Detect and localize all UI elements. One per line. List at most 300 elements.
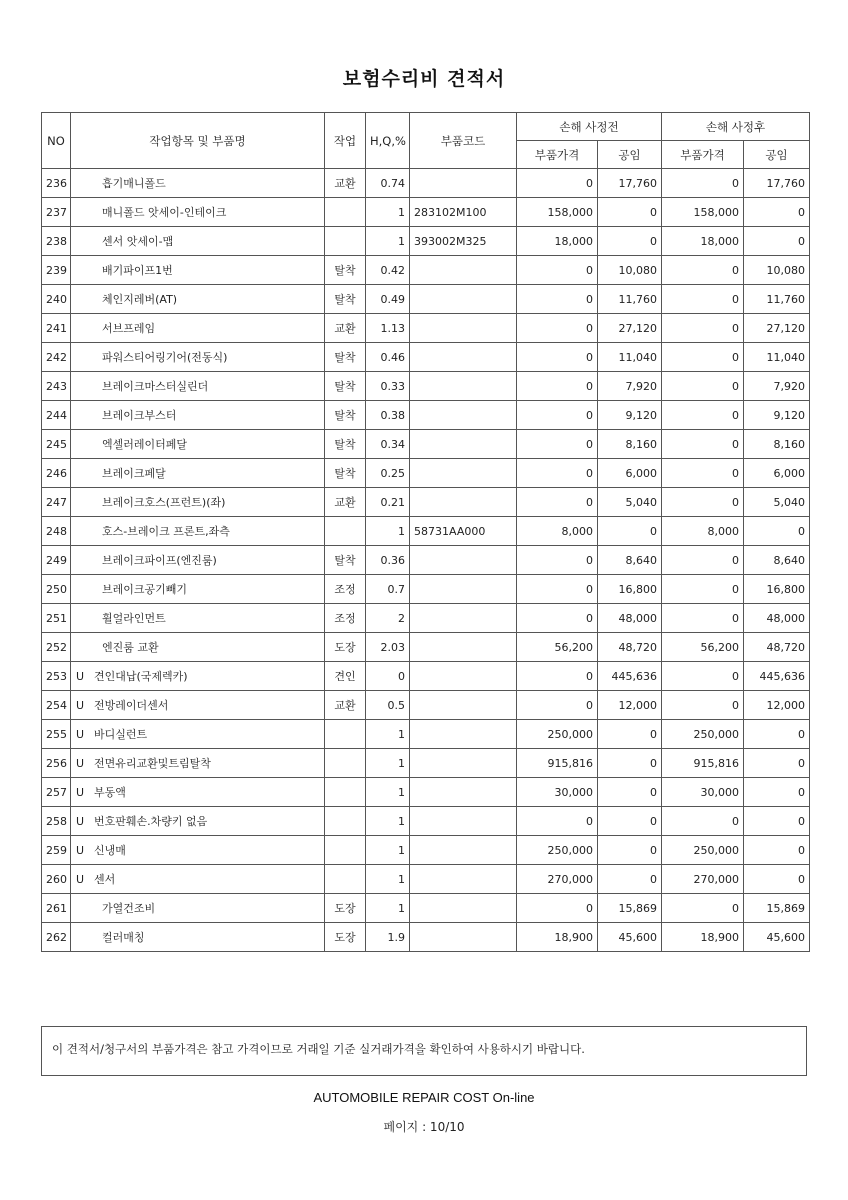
table-row xyxy=(42,836,810,865)
header-work: 작업 xyxy=(325,113,366,169)
table-row xyxy=(42,488,810,517)
after-parts-price: 915,816 xyxy=(662,749,744,778)
hq-value: 1 xyxy=(366,894,410,923)
work-type xyxy=(325,227,366,256)
before-parts-price: 0 xyxy=(517,256,598,285)
work-type xyxy=(325,778,366,807)
table-row xyxy=(42,894,810,923)
part-code xyxy=(410,865,517,894)
work-type xyxy=(325,517,366,546)
item-name: 신냉매 xyxy=(94,844,126,857)
after-parts-price: 18,900 xyxy=(662,923,744,952)
row-number: 254 xyxy=(42,691,71,720)
work-type xyxy=(325,749,366,778)
after-labor: 10,080 xyxy=(744,256,810,285)
item-name: 부동액 xyxy=(94,786,126,799)
after-labor: 0 xyxy=(744,720,810,749)
header-part-code: 부품코드 xyxy=(410,113,517,169)
before-labor: 8,160 xyxy=(598,430,662,459)
estimate-rows xyxy=(42,169,810,952)
before-parts-price: 270,000 xyxy=(517,865,598,894)
item-name: 센서 앗세이-맵 xyxy=(102,235,174,248)
item-name-cell xyxy=(71,198,325,227)
after-parts-price: 0 xyxy=(662,401,744,430)
item-name: 엔진룸 교환 xyxy=(102,641,159,654)
work-type: 조정 xyxy=(325,604,366,633)
part-code xyxy=(410,372,517,401)
after-labor: 15,869 xyxy=(744,894,810,923)
before-parts-price: 250,000 xyxy=(517,720,598,749)
table-row xyxy=(42,517,810,546)
table-row xyxy=(42,778,810,807)
after-parts-price: 158,000 xyxy=(662,198,744,227)
row-number: 259 xyxy=(42,836,71,865)
after-labor: 6,000 xyxy=(744,459,810,488)
before-parts-price: 56,200 xyxy=(517,633,598,662)
table-row xyxy=(42,401,810,430)
user-added-flag: U xyxy=(76,815,85,828)
row-number: 241 xyxy=(42,314,71,343)
item-name-cell xyxy=(71,314,325,343)
after-parts-price: 0 xyxy=(662,285,744,314)
table-row xyxy=(42,314,810,343)
work-type: 탈착 xyxy=(325,256,366,285)
item-name-cell xyxy=(71,575,325,604)
hq-value: 0.74 xyxy=(366,169,410,198)
table-row xyxy=(42,662,810,691)
work-type: 탈착 xyxy=(325,285,366,314)
part-code xyxy=(410,633,517,662)
table-row xyxy=(42,430,810,459)
after-labor: 445,636 xyxy=(744,662,810,691)
item-name: 전방레이더센서 xyxy=(94,699,169,712)
item-name-cell xyxy=(71,778,325,807)
part-code xyxy=(410,343,517,372)
table-row xyxy=(42,546,810,575)
item-name-cell xyxy=(71,169,325,198)
part-code xyxy=(410,430,517,459)
work-type: 견인 xyxy=(325,662,366,691)
item-name-cell xyxy=(71,517,325,546)
work-type: 탈착 xyxy=(325,430,366,459)
hq-value: 0.21 xyxy=(366,488,410,517)
row-number: 253 xyxy=(42,662,71,691)
work-type: 탈착 xyxy=(325,343,366,372)
before-labor: 0 xyxy=(598,807,662,836)
after-parts-price: 0 xyxy=(662,575,744,604)
estimate-table xyxy=(41,112,810,952)
after-parts-price: 0 xyxy=(662,372,744,401)
item-name-cell xyxy=(71,691,325,720)
table-row xyxy=(42,343,810,372)
item-name-cell xyxy=(71,430,325,459)
user-added-flag: U xyxy=(76,844,85,857)
before-parts-price: 0 xyxy=(517,169,598,198)
hq-value: 0.42 xyxy=(366,256,410,285)
item-name: 엑셀러레이터페달 xyxy=(102,438,188,451)
after-parts-price: 30,000 xyxy=(662,778,744,807)
row-number: 256 xyxy=(42,749,71,778)
item-name-cell xyxy=(71,720,325,749)
after-labor: 8,160 xyxy=(744,430,810,459)
hq-value: 1 xyxy=(366,227,410,256)
item-name: 컬러매칭 xyxy=(102,931,145,944)
hq-value: 0.33 xyxy=(366,372,410,401)
table-row xyxy=(42,749,810,778)
before-labor: 11,760 xyxy=(598,285,662,314)
hq-value: 0 xyxy=(366,662,410,691)
work-type xyxy=(325,807,366,836)
part-code xyxy=(410,807,517,836)
after-labor: 0 xyxy=(744,517,810,546)
before-labor: 0 xyxy=(598,836,662,865)
user-added-flag: U xyxy=(76,728,85,741)
before-parts-price: 915,816 xyxy=(517,749,598,778)
before-labor: 0 xyxy=(598,227,662,256)
item-name: 파워스티어링기어(전동식) xyxy=(102,351,228,364)
part-code xyxy=(410,575,517,604)
work-type xyxy=(325,720,366,749)
hq-value: 0.34 xyxy=(366,430,410,459)
item-name: 배기파이프1번 xyxy=(102,264,173,277)
item-name-cell xyxy=(71,459,325,488)
after-parts-price: 8,000 xyxy=(662,517,744,546)
work-type xyxy=(325,865,366,894)
work-type: 탈착 xyxy=(325,459,366,488)
hq-value: 0.46 xyxy=(366,343,410,372)
item-name: 서브프레임 xyxy=(102,322,156,335)
before-labor: 7,920 xyxy=(598,372,662,401)
before-labor: 0 xyxy=(598,865,662,894)
before-labor: 445,636 xyxy=(598,662,662,691)
part-code: 58731AA000 xyxy=(410,517,517,546)
item-name-cell xyxy=(71,343,325,372)
work-type xyxy=(325,836,366,865)
item-name: 브레이크부스터 xyxy=(102,409,177,422)
part-code xyxy=(410,488,517,517)
before-labor: 0 xyxy=(598,198,662,227)
after-labor: 0 xyxy=(744,778,810,807)
after-labor: 48,000 xyxy=(744,604,810,633)
user-added-flag: U xyxy=(76,670,85,683)
part-code: 283102M100 xyxy=(410,198,517,227)
work-type: 탈착 xyxy=(325,372,366,401)
after-labor: 0 xyxy=(744,865,810,894)
work-type: 교환 xyxy=(325,691,366,720)
hq-value: 1 xyxy=(366,517,410,546)
row-number: 260 xyxy=(42,865,71,894)
table-row xyxy=(42,459,810,488)
part-code xyxy=(410,459,517,488)
after-parts-price: 18,000 xyxy=(662,227,744,256)
row-number: 239 xyxy=(42,256,71,285)
after-parts-price: 250,000 xyxy=(662,720,744,749)
item-name: 호스-브레이크 프론트,좌측 xyxy=(102,525,230,538)
item-name-cell xyxy=(71,894,325,923)
part-code xyxy=(410,604,517,633)
row-number: 255 xyxy=(42,720,71,749)
part-code xyxy=(410,720,517,749)
before-labor: 9,120 xyxy=(598,401,662,430)
hq-value: 0.38 xyxy=(366,401,410,430)
work-type: 탈착 xyxy=(325,546,366,575)
after-labor: 5,040 xyxy=(744,488,810,517)
part-code xyxy=(410,923,517,952)
before-parts-price: 158,000 xyxy=(517,198,598,227)
after-parts-price: 0 xyxy=(662,256,744,285)
item-name-cell xyxy=(71,285,325,314)
after-labor: 0 xyxy=(744,807,810,836)
after-parts-price: 0 xyxy=(662,807,744,836)
before-parts-price: 0 xyxy=(517,546,598,575)
hq-value: 0.36 xyxy=(366,546,410,575)
part-code: 393002M325 xyxy=(410,227,517,256)
part-code xyxy=(410,401,517,430)
after-parts-price: 0 xyxy=(662,894,744,923)
user-added-flag: U xyxy=(76,699,85,712)
row-number: 257 xyxy=(42,778,71,807)
table-row xyxy=(42,807,810,836)
before-labor: 8,640 xyxy=(598,546,662,575)
hq-value: 2 xyxy=(366,604,410,633)
table-row xyxy=(42,285,810,314)
part-code xyxy=(410,778,517,807)
before-parts-price: 8,000 xyxy=(517,517,598,546)
header-before-parts-price: 부품가격 xyxy=(517,141,598,169)
row-number: 240 xyxy=(42,285,71,314)
row-number: 237 xyxy=(42,198,71,227)
item-name-cell xyxy=(71,604,325,633)
item-name: 번호판훼손.차량키 없음 xyxy=(94,815,208,828)
row-number: 250 xyxy=(42,575,71,604)
after-labor: 48,720 xyxy=(744,633,810,662)
before-labor: 16,800 xyxy=(598,575,662,604)
work-type: 교환 xyxy=(325,169,366,198)
header-after-labor: 공임 xyxy=(744,141,810,169)
item-name: 휠얼라인먼트 xyxy=(102,612,166,625)
after-labor: 0 xyxy=(744,749,810,778)
row-number: 236 xyxy=(42,169,71,198)
before-parts-price: 18,000 xyxy=(517,227,598,256)
header-item: 작업항목 및 부품명 xyxy=(71,113,325,169)
after-labor: 0 xyxy=(744,227,810,256)
work-type: 탈착 xyxy=(325,401,366,430)
after-parts-price: 0 xyxy=(662,604,744,633)
after-labor: 17,760 xyxy=(744,169,810,198)
part-code xyxy=(410,169,517,198)
after-parts-price: 0 xyxy=(662,691,744,720)
before-labor: 27,120 xyxy=(598,314,662,343)
item-name: 브레이크호스(프런트)(좌) xyxy=(102,496,226,509)
after-parts-price: 0 xyxy=(662,546,744,575)
before-parts-price: 0 xyxy=(517,807,598,836)
before-parts-price: 0 xyxy=(517,894,598,923)
table-row xyxy=(42,923,810,952)
after-labor: 16,800 xyxy=(744,575,810,604)
after-labor: 11,040 xyxy=(744,343,810,372)
header-after-adjustment: 손해 사정후 xyxy=(662,113,810,141)
hq-value: 1 xyxy=(366,198,410,227)
table-row xyxy=(42,256,810,285)
before-parts-price: 0 xyxy=(517,430,598,459)
before-parts-price: 0 xyxy=(517,285,598,314)
item-name-cell xyxy=(71,372,325,401)
page-number: 페이지 : 10/10 xyxy=(383,1120,465,1134)
before-labor: 5,040 xyxy=(598,488,662,517)
after-labor: 0 xyxy=(744,198,810,227)
after-parts-price: 0 xyxy=(662,169,744,198)
after-labor: 8,640 xyxy=(744,546,810,575)
header-hq: H,Q,% xyxy=(366,113,410,169)
part-code xyxy=(410,314,517,343)
before-parts-price: 18,900 xyxy=(517,923,598,952)
after-parts-price: 0 xyxy=(662,343,744,372)
item-name-cell xyxy=(71,807,325,836)
work-type: 조정 xyxy=(325,575,366,604)
before-labor: 15,869 xyxy=(598,894,662,923)
table-row xyxy=(42,633,810,662)
after-labor: 27,120 xyxy=(744,314,810,343)
work-type: 도장 xyxy=(325,923,366,952)
before-labor: 10,080 xyxy=(598,256,662,285)
item-name: 브레이크마스터실린더 xyxy=(102,380,209,393)
before-parts-price: 250,000 xyxy=(517,836,598,865)
header-after-parts-price: 부품가격 xyxy=(662,141,744,169)
user-added-flag: U xyxy=(76,786,85,799)
item-name-cell xyxy=(71,836,325,865)
table-row xyxy=(42,720,810,749)
part-code xyxy=(410,894,517,923)
hq-value: 1.13 xyxy=(366,314,410,343)
after-labor: 45,600 xyxy=(744,923,810,952)
before-labor: 0 xyxy=(598,517,662,546)
item-name-cell xyxy=(71,546,325,575)
work-type: 도장 xyxy=(325,633,366,662)
row-number: 261 xyxy=(42,894,71,923)
hq-value: 1 xyxy=(366,749,410,778)
before-labor: 0 xyxy=(598,749,662,778)
before-labor: 11,040 xyxy=(598,343,662,372)
hq-value: 0.25 xyxy=(366,459,410,488)
before-parts-price: 0 xyxy=(517,662,598,691)
work-type: 도장 xyxy=(325,894,366,923)
before-parts-price: 30,000 xyxy=(517,778,598,807)
item-name-cell xyxy=(71,227,325,256)
item-name-cell xyxy=(71,633,325,662)
hq-value: 1.9 xyxy=(366,923,410,952)
work-type: 교환 xyxy=(325,488,366,517)
hq-value: 0.5 xyxy=(366,691,410,720)
table-row xyxy=(42,865,810,894)
item-name: 견인대납(국제렉카) xyxy=(94,670,188,683)
row-number: 252 xyxy=(42,633,71,662)
row-number: 243 xyxy=(42,372,71,401)
before-labor: 6,000 xyxy=(598,459,662,488)
row-number: 249 xyxy=(42,546,71,575)
table-row xyxy=(42,575,810,604)
hq-value: 0.7 xyxy=(366,575,410,604)
after-parts-price: 0 xyxy=(662,314,744,343)
row-number: 262 xyxy=(42,923,71,952)
part-code xyxy=(410,691,517,720)
after-parts-price: 0 xyxy=(662,488,744,517)
row-number: 246 xyxy=(42,459,71,488)
hq-value: 1 xyxy=(366,836,410,865)
user-added-flag: U xyxy=(76,757,85,770)
item-name: 체인지레버(AT) xyxy=(102,293,178,306)
item-name: 전면유리교환및트림탈착 xyxy=(94,757,211,770)
after-labor: 7,920 xyxy=(744,372,810,401)
item-name-cell xyxy=(71,749,325,778)
before-parts-price: 0 xyxy=(517,401,598,430)
item-name: 브레이크파이프(엔진룸) xyxy=(102,554,217,567)
after-parts-price: 250,000 xyxy=(662,836,744,865)
row-number: 244 xyxy=(42,401,71,430)
work-type xyxy=(325,198,366,227)
before-labor: 48,720 xyxy=(598,633,662,662)
before-parts-price: 0 xyxy=(517,372,598,401)
work-type: 교환 xyxy=(325,314,366,343)
before-parts-price: 0 xyxy=(517,343,598,372)
table-row xyxy=(42,604,810,633)
item-name: 가열건조비 xyxy=(102,902,156,915)
before-labor: 48,000 xyxy=(598,604,662,633)
hq-value: 1 xyxy=(366,865,410,894)
part-code xyxy=(410,662,517,691)
after-labor: 11,760 xyxy=(744,285,810,314)
table-row xyxy=(42,691,810,720)
after-parts-price: 0 xyxy=(662,662,744,691)
item-name-cell xyxy=(71,488,325,517)
hq-value: 2.03 xyxy=(366,633,410,662)
before-parts-price: 0 xyxy=(517,604,598,633)
row-number: 242 xyxy=(42,343,71,372)
before-parts-price: 0 xyxy=(517,691,598,720)
part-code xyxy=(410,285,517,314)
before-labor: 17,760 xyxy=(598,169,662,198)
item-name-cell xyxy=(71,923,325,952)
before-labor: 0 xyxy=(598,778,662,807)
row-number: 248 xyxy=(42,517,71,546)
part-code xyxy=(410,546,517,575)
item-name: 브레이크페달 xyxy=(102,467,166,480)
table-row xyxy=(42,227,810,256)
part-code xyxy=(410,836,517,865)
table-row xyxy=(42,198,810,227)
user-added-flag: U xyxy=(76,873,85,886)
item-name-cell xyxy=(71,865,325,894)
item-name: 매니폴드 앗세이-인테이크 xyxy=(102,206,227,219)
after-parts-price: 0 xyxy=(662,430,744,459)
header-no: NO xyxy=(42,113,71,169)
header-before-labor: 공임 xyxy=(598,141,662,169)
after-parts-price: 56,200 xyxy=(662,633,744,662)
after-labor: 9,120 xyxy=(744,401,810,430)
footer-brand: AUTOMOBILE REPAIR COST On-line xyxy=(313,1090,535,1105)
header-before-adjustment: 손해 사정전 xyxy=(517,113,662,141)
before-parts-price: 0 xyxy=(517,488,598,517)
item-name: 센서 xyxy=(94,873,116,886)
row-number: 245 xyxy=(42,430,71,459)
before-parts-price: 0 xyxy=(517,575,598,604)
item-name-cell xyxy=(71,256,325,285)
before-parts-price: 0 xyxy=(517,314,598,343)
price-notice: 이 견적서/청구서의 부품가격은 참고 가격이므로 거래일 기준 실거래가격을 확인하여 사용하시기 바랍니다. xyxy=(41,1026,807,1076)
hq-value: 1 xyxy=(366,807,410,836)
hq-value: 1 xyxy=(366,720,410,749)
row-number: 238 xyxy=(42,227,71,256)
item-name: 흡기매니폴드 xyxy=(102,177,166,190)
